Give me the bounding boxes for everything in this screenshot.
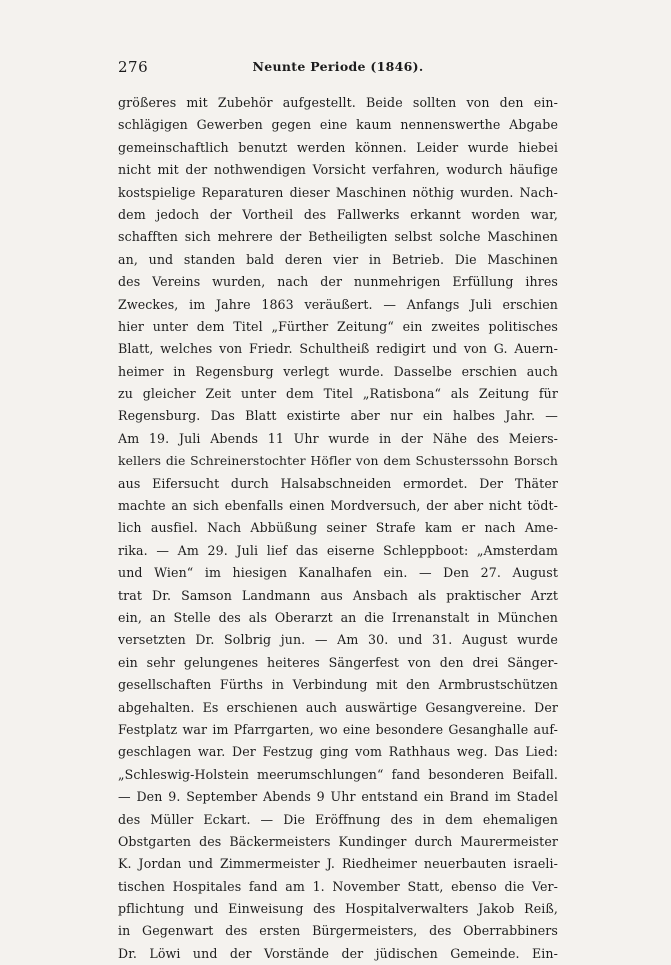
text-line: — Den 9. September Abends 9 Uhr entstand ein Brand im Stadel [118, 789, 558, 805]
text-line: schlägigen Gewerben gegen eine kaum nennenswerthe Abgabe [118, 117, 558, 133]
text-line: Obstgarten des Bäckermeisters Kundinger durch Maurermeister [118, 833, 558, 849]
page-number: 276 [118, 58, 149, 76]
text-line: pflichtung und Einweisung des Hospitalverwalters Jakob Reiß, [118, 901, 558, 917]
text-line: gemeinschaftlich benutzt werden können. Leider wurde hiebei [118, 139, 558, 155]
text-line: „Schleswig-Holstein meerumschlungen“ fand besonderen Beifall. [118, 766, 558, 782]
text-line: ein, an Stelle des als Oberarzt an die Irrenanstalt in München [118, 609, 558, 625]
text-line: Regensburg. Das Blatt existirte aber nur ein halbes Jahr. — [118, 408, 558, 424]
text-line: versetzten Dr. Solbrig jun. — Am 30. und 31. August wurde [118, 632, 558, 648]
text-line: hier unter dem Titel „Fürther Zeitung“ ein zweites politisches [118, 318, 558, 334]
text-line: dem jedoch der Vortheil des Fallwerks erkannt worden war, [118, 206, 558, 222]
text-line: gesellschaften Fürths in Verbindung mit den Armbrustschützen [118, 677, 558, 693]
text-line: kostspielige Reparaturen dieser Maschinen nöthig wurden. Nach- [118, 184, 558, 200]
text-line: des Müller Eckart. — Die Eröffnung des in dem ehemaligen [118, 811, 558, 827]
text-line: trat Dr. Samson Landmann aus Ansbach als praktischer Arzt [118, 587, 558, 603]
text-line: des Vereins wurden, nach der nunmehrigen Erfüllung ihres [118, 274, 558, 290]
text-line: abgehalten. Es erschienen auch auswärtige Gesangvereine. Der [118, 699, 558, 715]
text-line: in Gegenwart des ersten Bürgermeisters, des Oberrabbiners [118, 923, 558, 939]
text-line: rika. — Am 29. Juli lief das eiserne Schleppboot: „Amsterdam [118, 542, 558, 558]
text-line: aus Eifersucht durch Halsabschneiden ermordet. Der Thäter [118, 475, 558, 491]
text-line: und Wien“ im hiesigen Kanalhafen ein. — Den 27. August [118, 565, 558, 581]
running-title: Neunte Periode (1846). [252, 59, 424, 74]
text-line: schafften sich mehrere der Betheiligten selbst solche Maschinen [118, 229, 558, 245]
text-line: ein sehr gelungenes heiteres Sängerfest von den drei Sänger- [118, 654, 558, 670]
body-text [118, 92, 558, 965]
text-line: Blatt, welches von Friedr. Schultheiß redigirt und von G. Auern- [118, 341, 558, 357]
text-line: tischen Hospitales fand am 1. November Statt, ebenso die Ver- [118, 878, 558, 894]
text-line: heimer in Regensburg verlegt wurde. Dasselbe erschien auch [118, 363, 558, 379]
text-line: Dr. Löwi und der Vorstände der jüdischen Gemeinde. Ein- [118, 945, 558, 961]
text-line: größeres mit Zubehör aufgestellt. Beide sollten von den ein- [118, 95, 558, 110]
text-line: machte an sich ebenfalls einen Mordversuch, der aber nicht tödt- [118, 498, 558, 514]
text-line: Festplatz war im Pfarrgarten, wo eine besondere Gesanghalle auf- [118, 721, 558, 737]
text-line: kellers die Schreinerstochter Höfler von dem Schusterssohn Borsch [118, 453, 558, 469]
text-line: Am 19. Juli Abends 11 Uhr wurde in der Nähe des Meiers- [118, 430, 558, 446]
text-line: an, und standen bald deren vier in Betrieb. Die Maschinen [118, 251, 558, 267]
text-line: geschlagen war. Der Festzug ging vom Rathhaus weg. Das Lied: [118, 744, 558, 760]
page-header [118, 58, 558, 82]
text-line: Zweckes, im Jahre 1863 veräußert. — Anfangs Juli erschien [118, 296, 558, 312]
text-line: lich ausfiel. Nach Abbüßung seiner Strafe kam er nach Ame- [118, 520, 558, 536]
text-line: nicht mit der nothwendigen Vorsicht verfahren, wodurch häufige [118, 162, 558, 178]
text-line: zu gleicher Zeit unter dem Titel „Ratisbona“ als Zeitung für [118, 386, 558, 402]
text-line: K. Jordan und Zimmermeister J. Riedheimer neuerbauten israeli- [118, 856, 558, 872]
